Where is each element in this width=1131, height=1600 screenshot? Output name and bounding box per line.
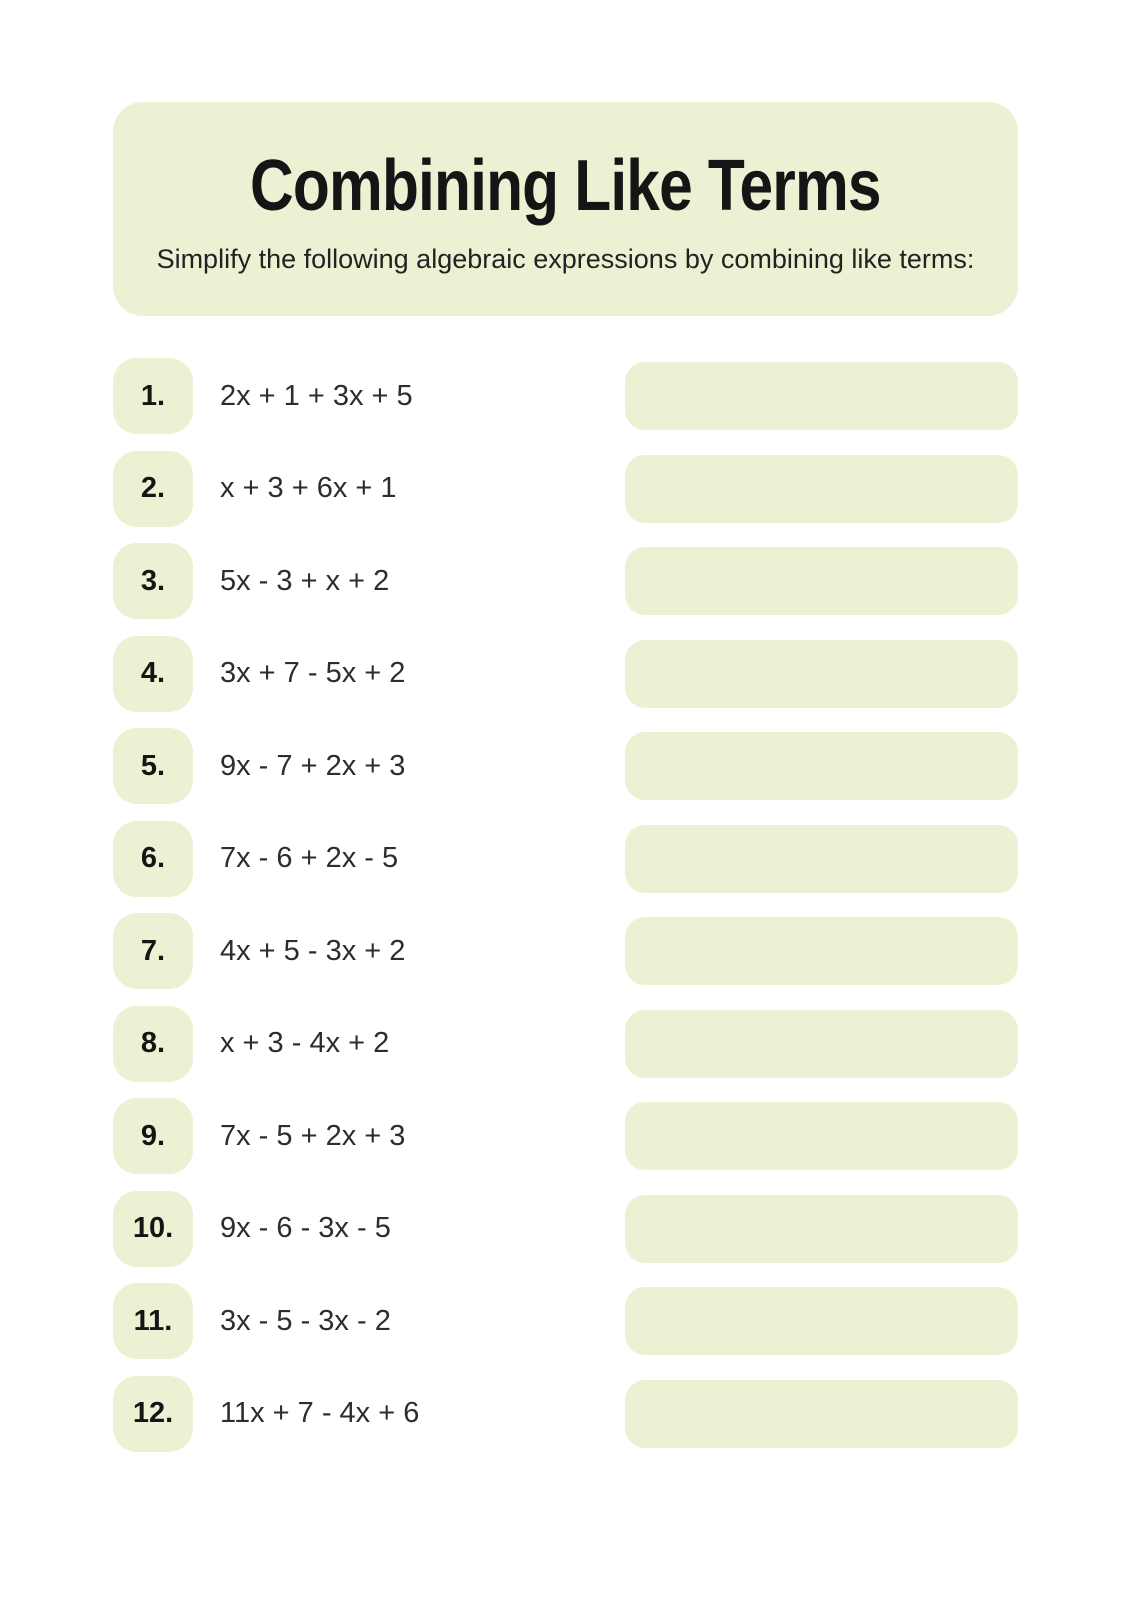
problem-number: 2.	[140, 472, 166, 504]
problem-expression: 9x - 6 - 3x - 5	[220, 1212, 391, 1244]
problem-expression: 9x - 7 + 2x + 3	[220, 749, 406, 782]
problem-number: 9.	[140, 1119, 166, 1152]
problem-number-badge	[113, 451, 193, 527]
answer-box[interactable]	[625, 825, 1018, 893]
problem-expression: 7x - 6 + 2x - 5	[220, 842, 399, 874]
problem-number: 11.	[133, 1304, 173, 1337]
problem-number-badge	[113, 913, 193, 989]
problem-row-10	[113, 1191, 1018, 1267]
problem-number-badge	[113, 1006, 193, 1082]
page-subtitle: Simplify the following algebraic expressions by combining like terms:	[156, 243, 975, 274]
problem-number: 1.	[140, 379, 166, 412]
problem-row-2	[113, 451, 1018, 527]
problem-number: 10.	[132, 1212, 174, 1244]
problem-row-8	[113, 1006, 1018, 1082]
problem-list	[113, 358, 1018, 1452]
problem-number: 3.	[140, 564, 166, 597]
answer-box[interactable]	[625, 1010, 1018, 1078]
answer-box[interactable]	[625, 640, 1018, 708]
problem-row-1	[113, 358, 1018, 434]
page-title: Combining Like Terms	[250, 145, 881, 226]
problem-expression: 5x - 3 + x + 2	[220, 564, 390, 597]
problem-row-7	[113, 913, 1018, 989]
problem-number-badge	[113, 636, 193, 712]
problem-number: 8.	[140, 1027, 166, 1059]
problem-expression: 4x + 5 - 3x + 2	[220, 934, 406, 967]
problem-expression: x + 3 - 4x + 2	[220, 1027, 390, 1059]
problem-number-badge	[113, 543, 193, 619]
problem-number-badge	[113, 1283, 193, 1359]
problem-expression: 7x - 5 + 2x + 3	[220, 1119, 406, 1152]
answer-box[interactable]	[625, 732, 1018, 800]
problem-row-6	[113, 821, 1018, 897]
answer-box[interactable]	[625, 455, 1018, 523]
problem-row-4	[113, 636, 1018, 712]
problem-number-badge	[113, 728, 193, 804]
problem-number: 6.	[140, 842, 166, 874]
answer-box[interactable]	[625, 1287, 1018, 1355]
answer-box[interactable]	[625, 547, 1018, 615]
problem-expression: 3x - 5 - 3x - 2	[220, 1304, 391, 1337]
problem-number-badge	[113, 1191, 193, 1267]
problem-row-9	[113, 1098, 1018, 1174]
problem-expression: 3x + 7 - 5x + 2	[220, 657, 406, 689]
answer-box[interactable]	[625, 917, 1018, 985]
problem-row-5	[113, 728, 1018, 804]
problem-number: 4.	[140, 657, 166, 689]
problem-expression: 2x + 1 + 3x + 5	[220, 379, 413, 412]
problem-number-badge	[113, 821, 193, 897]
problem-row-3	[113, 543, 1018, 619]
problem-number-badge	[113, 1098, 193, 1174]
problem-row-12	[113, 1376, 1018, 1452]
problem-number-badge	[113, 1376, 193, 1452]
answer-box[interactable]	[625, 1380, 1018, 1448]
header-card	[113, 102, 1018, 316]
answer-box[interactable]	[625, 1102, 1018, 1170]
problem-number: 5.	[140, 749, 166, 782]
answer-box[interactable]	[625, 1195, 1018, 1263]
problem-number: 7.	[140, 934, 166, 967]
problem-expression: 11x + 7 - 4x + 6	[220, 1397, 420, 1429]
problem-number-badge	[113, 358, 193, 434]
problem-number: 12.	[132, 1397, 174, 1429]
problem-row-11	[113, 1283, 1018, 1359]
answer-box[interactable]	[625, 362, 1018, 430]
problem-expression: x + 3 + 6x + 1	[220, 472, 397, 504]
